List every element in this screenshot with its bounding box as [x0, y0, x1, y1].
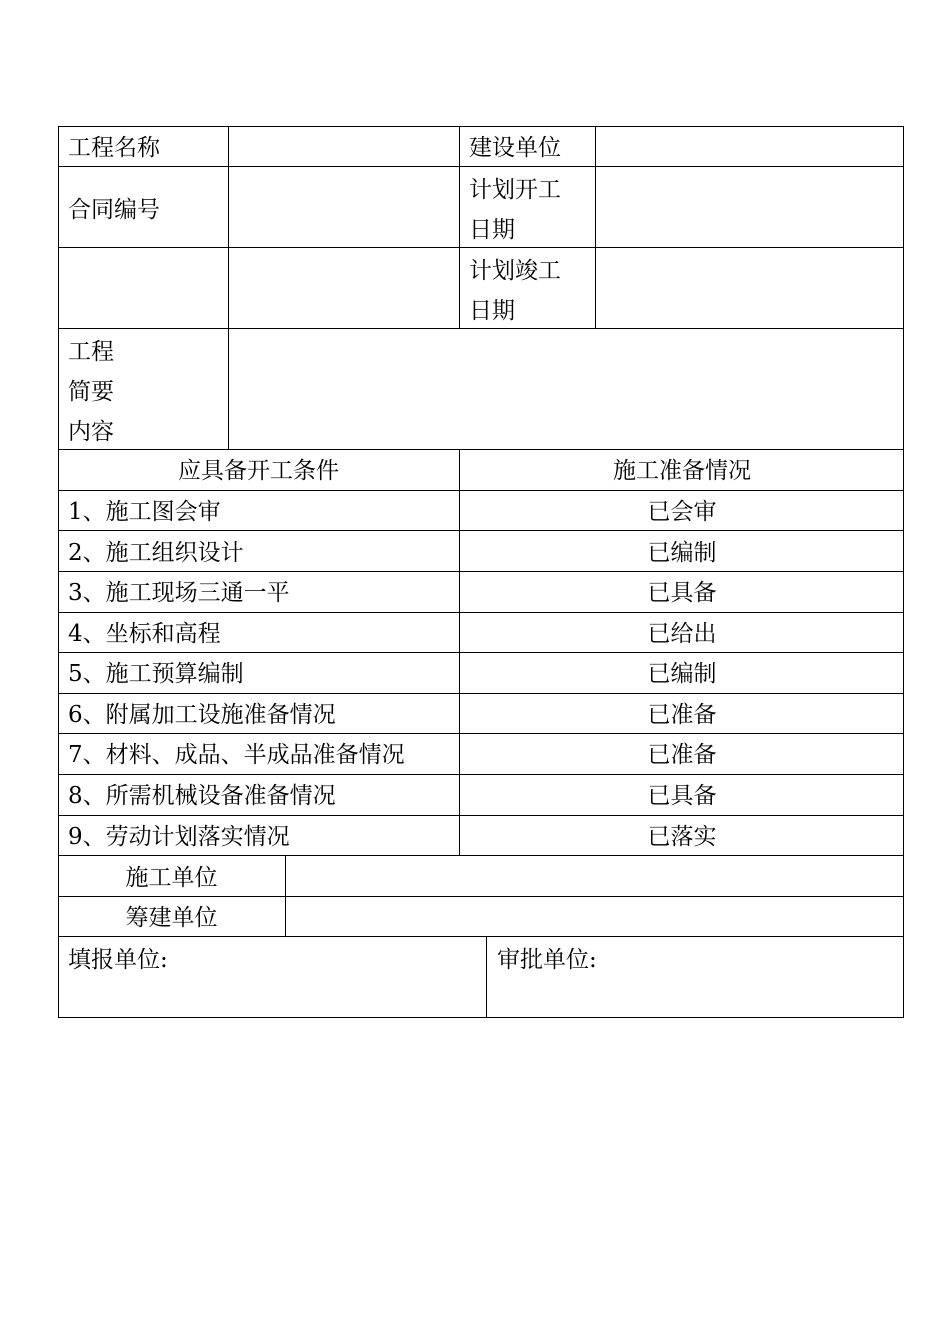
construction-unit-label: 施工单位 [125, 865, 218, 891]
summary-value[interactable] [229, 332, 904, 448]
approving-unit-label[interactable]: 审批单位: [497, 947, 597, 973]
preparation-unit-value[interactable] [286, 898, 904, 938]
builder-label: 建设单位 [469, 135, 561, 161]
blank-value[interactable] [229, 271, 459, 311]
condition-cell: 4、坐标和高程 [68, 621, 221, 647]
summary-label: 工程 简要 内容 [68, 339, 114, 445]
condition-cell: 1、施工图会审 [68, 499, 221, 525]
builder-value[interactable] [596, 128, 904, 166]
status-cell[interactable]: 已落实 [647, 824, 717, 850]
status-cell[interactable]: 已具备 [647, 783, 717, 809]
condition-cell: 8、所需机械设备准备情况 [68, 783, 336, 809]
status-cell[interactable]: 已编制 [647, 661, 717, 687]
condition-column-header: 应具备开工条件 [178, 458, 339, 484]
status-cell[interactable]: 已具备 [647, 580, 717, 606]
status-cell[interactable]: 已给出 [647, 621, 717, 647]
construction-unit-value[interactable] [286, 858, 904, 898]
contract-no-label: 合同编号 [68, 197, 160, 223]
status-column-header: 施工准备情况 [613, 458, 751, 484]
project-name-value[interactable] [229, 128, 459, 166]
planned-start-label: 计划开工 日期 [469, 177, 561, 243]
condition-cell: 2、施工组织设计 [68, 540, 244, 566]
status-cell[interactable]: 已编制 [647, 540, 717, 566]
condition-cell: 9、劳动计划落实情况 [68, 824, 290, 850]
reporting-unit-label[interactable]: 填报单位: [68, 947, 168, 973]
condition-cell: 6、附属加工设施准备情况 [68, 702, 336, 728]
preparation-unit-label: 筹建单位 [125, 905, 218, 931]
blank-label [58, 271, 228, 311]
planned-finish-value[interactable] [596, 271, 904, 311]
condition-cell: 5、施工预算编制 [68, 661, 244, 687]
project-name-label: 工程名称 [68, 135, 160, 161]
planned-start-value[interactable] [596, 190, 904, 230]
condition-cell: 3、施工现场三通一平 [68, 580, 290, 606]
contract-no-value[interactable] [229, 190, 459, 230]
condition-cell: 7、材料、成品、半成品准备情况 [68, 742, 405, 768]
status-cell[interactable]: 已会审 [647, 499, 717, 525]
status-cell[interactable]: 已准备 [647, 742, 717, 768]
row-divider [58, 166, 904, 167]
status-cell[interactable]: 已准备 [647, 702, 717, 728]
planned-finish-label: 计划竣工 日期 [469, 258, 561, 324]
